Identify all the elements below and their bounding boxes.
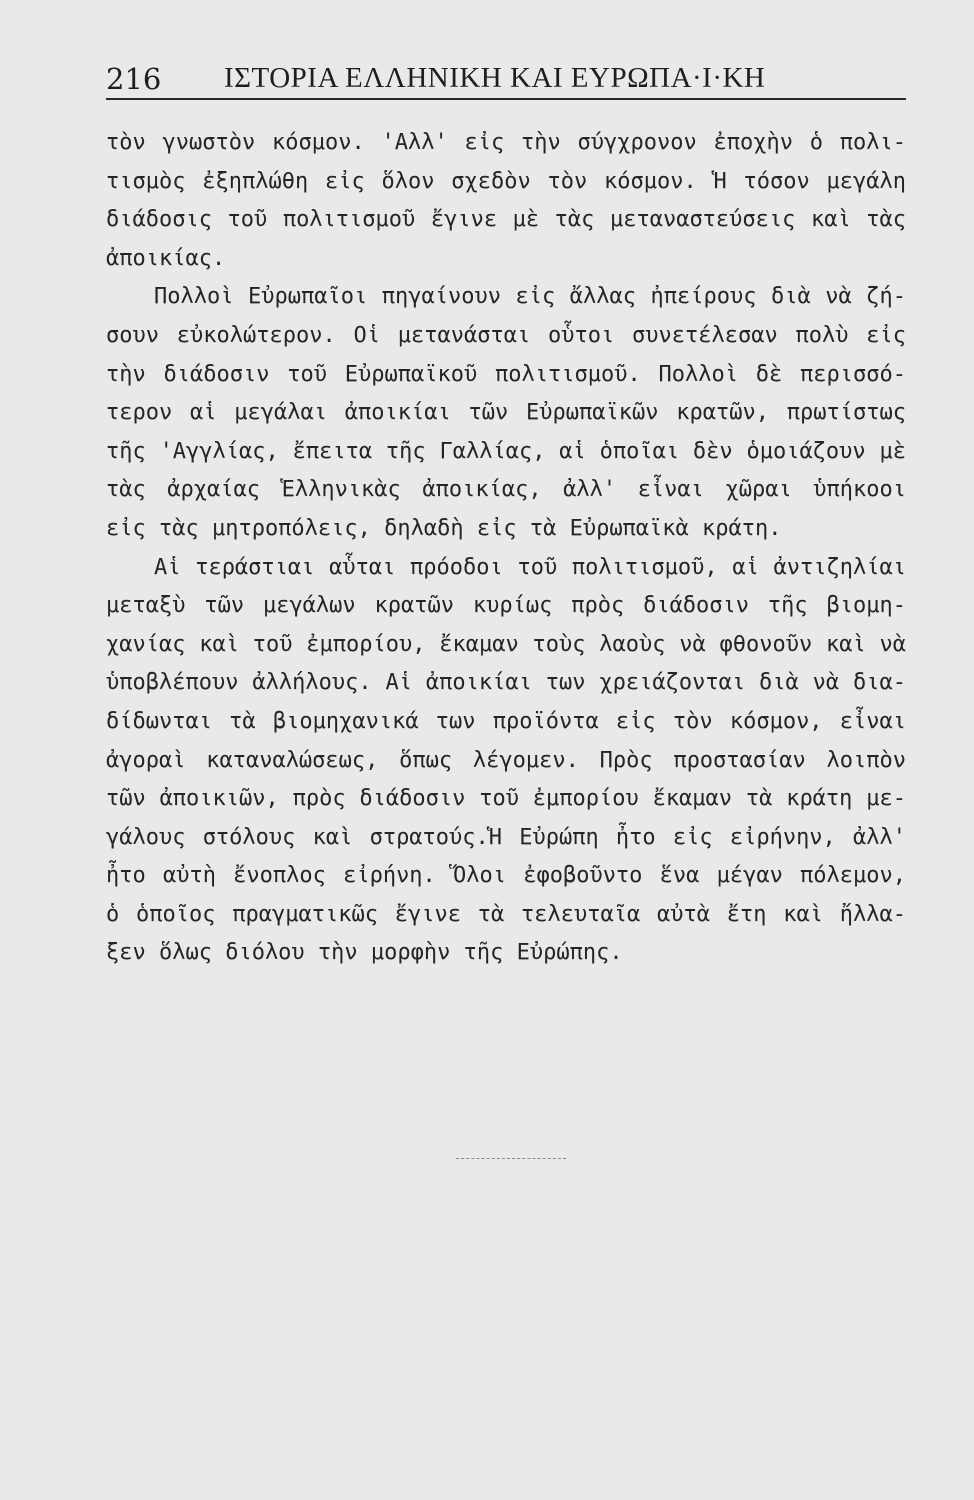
page-number: 216 [106,62,162,96]
text-line: σουν εὐκολώτερον. Οἱ μετανάσται οὗτοι συνετέλεσαν πολὺ εἰς [106,322,906,348]
text-line: τῶν ἀποικιῶν, πρὸς διάδοσιν τοῦ ἐμπορίου ἔκαμαν τὰ κράτη με- [106,786,906,812]
page-header [106,58,906,100]
text-line: ξεν ὅλως διόλου τὴν μορφὴν τῆς Εὐρώπης. [106,940,623,966]
text-line: τὸν γνωστὸν κόσμον. 'Αλλ' εἰς τὴν σύγχρονον ἐποχὴν ὁ πολι- [106,130,906,155]
text-line: τὴν διάδοσιν τοῦ Εὐρωπαϊκοῦ πολιτισμοῦ. Πολλοὶ δὲ περισσό- [106,361,906,387]
text-line: ἀγοραὶ καταναλώσεως, ὅπως λέγομεν. Πρὸς προστασίαν λοιπὸν [106,747,906,773]
text-line: διάδοσις τοῦ πολιτισμοῦ ἔγινε μὲ τὰς μεταναστεύσεις καὶ τὰς [106,207,906,233]
text-line: τὰς ἀρχαίας Ἑλληνικὰς ἀποικίας, ἀλλ' εἶναι χῶραι ὑπήκοοι [106,477,906,503]
running-title: ΙΣΤΟΡΙΑ ΕΛΛΗΝΙΚΗ ΚΑΙ ΕΥΡΩΠΑ·Ι·ΚΗ [224,62,766,94]
text-line: ἀποικίας. [106,245,226,271]
text-line: Πολλοὶ Εὐρωπαῖοι πηγαίνουν εἰς ἄλλας ἠπείρους διὰ νὰ ζή- [154,284,906,310]
body-text [106,124,906,973]
text-line: μεταξὺ τῶν μεγάλων κρατῶν κυρίως πρὸς διάδοσιν τῆς βιομη- [106,593,906,619]
text-line: χανίας καὶ τοῦ ἐμπορίου, ἔκαμαν τοὺς λαοὺς νὰ φθονοῦν καὶ νὰ [106,631,906,657]
text-line: ὁ ὁποῖος πραγματικῶς ἔγινε τὰ τελευταῖα αὐτὰ ἔτη καὶ ἤλλα- [106,901,906,927]
text-line: τερον αἱ μεγάλαι ἀποικίαι τῶν Εὐρωπαϊκῶν κρατῶν, πρωτίστως [106,400,906,426]
text-line: τῆς 'Αγγλίας, ἔπειτα τῆς Γαλλίας, αἱ ὁποῖαι δὲν ὁμοιάζουν μὲ [106,438,906,464]
end-rule [456,1158,566,1159]
text-line: ἦτο αὐτὴ ἔνοπλος εἰρήνη. Ὅλοι ἐφοβοῦντο ἕνα μέγαν πόλεμον, [106,863,906,889]
text-line: τισμὸς ἐξηπλώθη εἰς ὅλον σχεδὸν τὸν κόσμον. Ἡ τόσον μεγάλη [106,168,906,194]
text-line: εἰς τὰς μητροπόλεις, δηλαδὴ εἰς τὰ Εὐρωπαϊκὰ κράτη. [106,515,782,541]
text-line: ὑποβλέπουν ἀλλήλους. Αἱ ἀποικίαι των χρειάζονται διὰ νὰ δια- [106,670,906,696]
text-line: Αἱ τεράστιαι αὗται πρόοδοι τοῦ πολιτισμοῦ, αἱ ἀντιζηλίαι [154,554,906,580]
text-line: γάλους στόλους καὶ στρατούς.Ἡ Εὐρώπη ἦτο εἰς εἰρήνην, ἀλλ' [106,824,906,850]
text-line: δίδωνται τὰ βιομηχανικά των προϊόντα εἰς τὸν κόσμον, εἶναι [106,708,906,734]
